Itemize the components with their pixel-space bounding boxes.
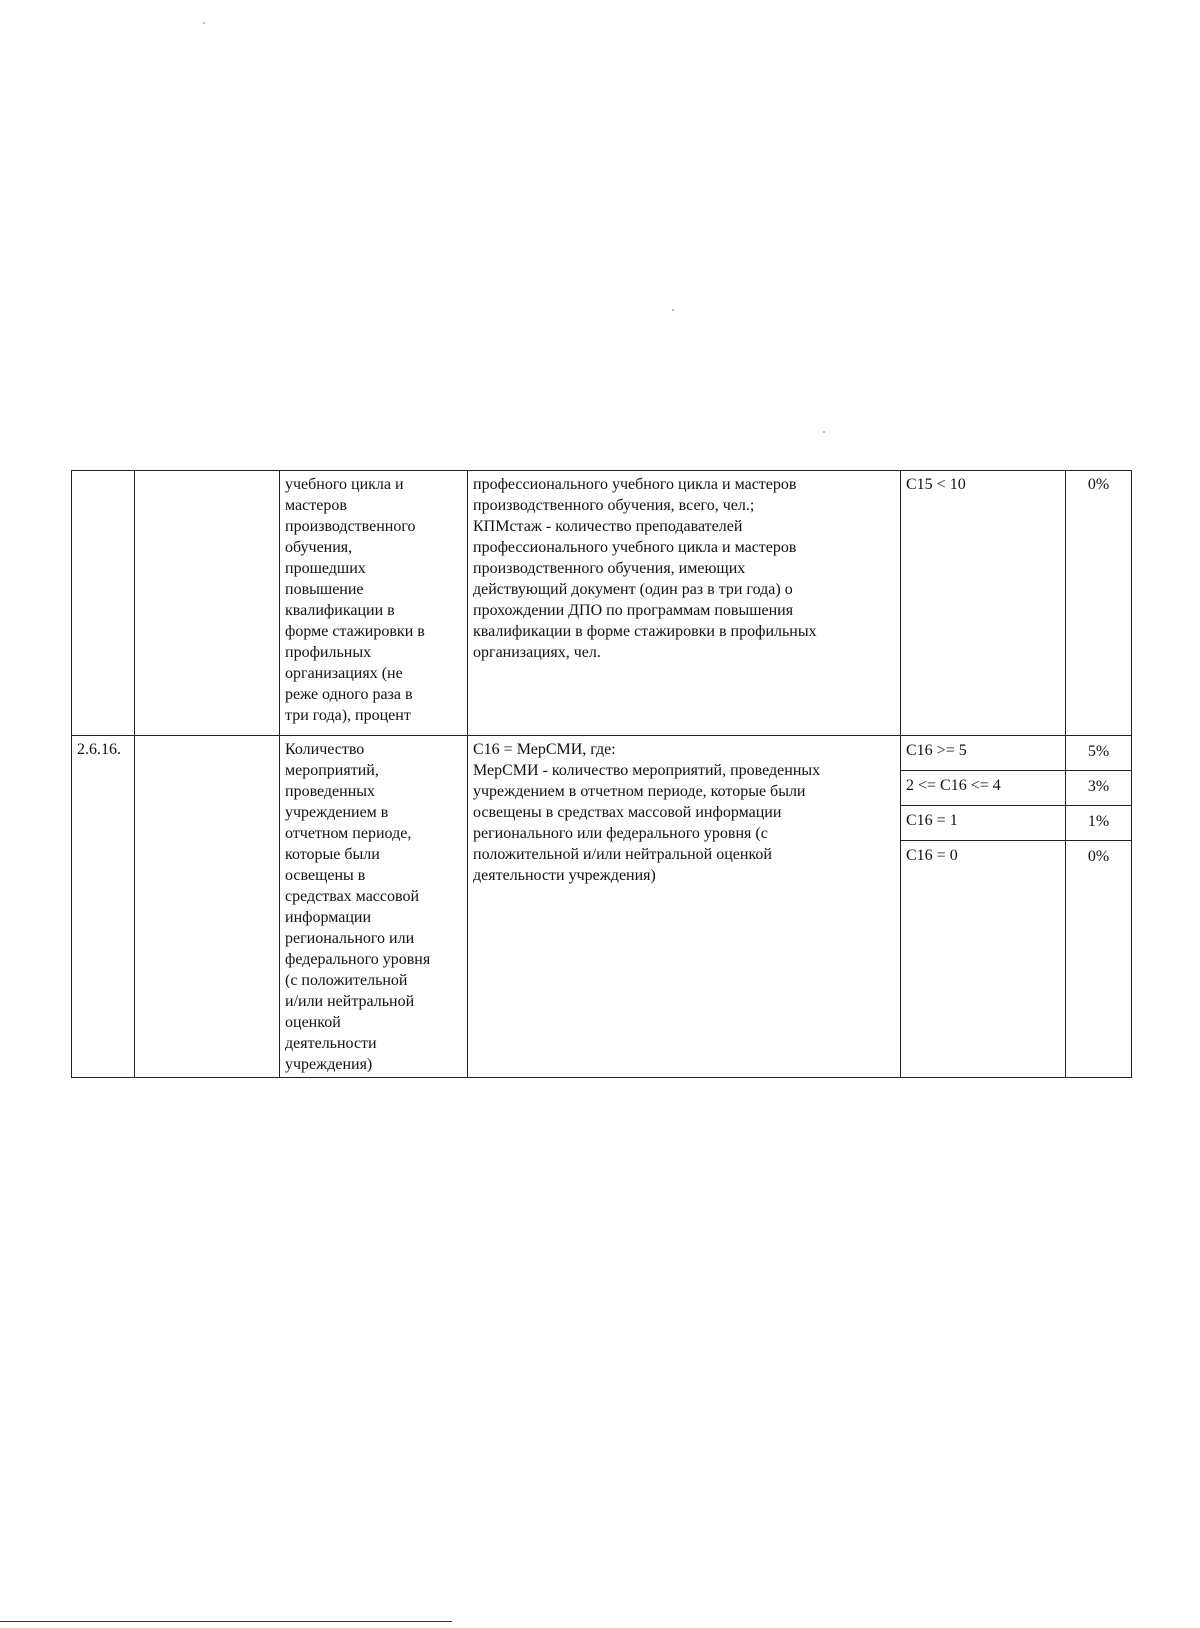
empty-cell [135, 471, 280, 736]
scan-speck [672, 309, 674, 311]
indicator-name-cell: учебного цикла и мастеров производственного обучения, прошедших повышение квалификации в форме стажировки в профильных организациях (не реже одного раза в три года), процент [280, 471, 468, 736]
condition-item: С16 = 0 [906, 847, 958, 864]
condition-item: С16 = 1 [901, 806, 1065, 841]
percent-stack-cell [1066, 736, 1132, 1078]
condition-item: 2 <= С16 <= 4 [901, 771, 1065, 806]
formula-cell: профессионального учебного цикла и мастеров производственного обучения, всего, чел.; КПМстаж - количество преподавателей профессионального учебного цикла и мастеров производственного обучения, имеющих действующий документ (один раз в три года) о прохождении ДПО по программам повышения квалификации в форме стажировки в профильных организациях, чел. [468, 471, 901, 736]
scan-speck [823, 431, 825, 433]
formula-cell: С16 = МерСМИ, где: МерСМИ - количество мероприятий, проведенных учреждением в отчетном периоде, которые были освещены в средствах массовой информации регионального или федерального уровня (с положительной и/или нейтральной оценкой деятельности учреждения) [468, 736, 901, 1078]
criteria-table [71, 470, 1132, 1078]
empty-cell [135, 736, 280, 1078]
footer-rule [0, 1621, 452, 1622]
table-row-2-6-16 [72, 736, 1132, 1078]
condition-item: С16 >= 5 [901, 736, 1065, 771]
table-row-continued [72, 471, 1132, 736]
percent-cell: 0% [1066, 471, 1132, 736]
row-number-cell [72, 471, 135, 736]
row-number-cell: 2.6.16. [72, 736, 135, 1078]
scan-speck [203, 22, 205, 24]
indicator-name-cell: Количество мероприятий, проведенных учреждением в отчетном периоде, которые были освещены в средствах массовой информации регионального или федерального уровня (с положительной и/или нейтральной оценкой деятельности учреждения) [280, 736, 468, 1078]
percent-item: 3% [1066, 771, 1131, 806]
condition-cell: С15 < 10 [901, 471, 1066, 736]
percent-item: 5% [1066, 736, 1131, 771]
percent-item: 1% [1066, 806, 1131, 841]
percent-item: 0% [1087, 848, 1110, 865]
condition-stack-cell [901, 736, 1066, 1078]
